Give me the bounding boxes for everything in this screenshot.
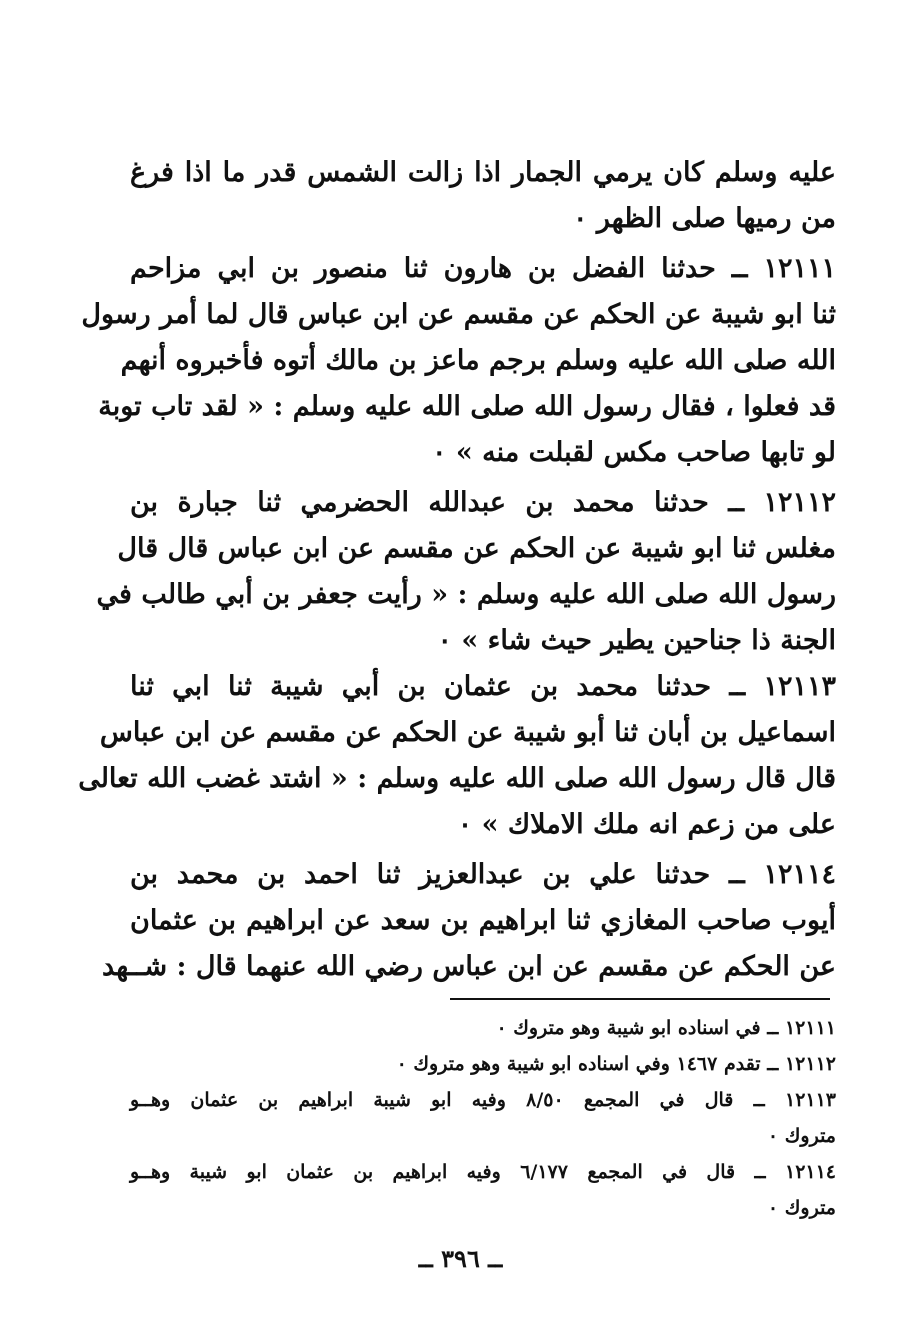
footnote-line: ١٢١١٤ ــ قال في المجمع ٦/١٧٧ وفيه ابراهيم بن عثمان ابو شيبة وهــو: [130, 1161, 837, 1183]
text-line: اسماعيل بن أبان ثنا أبو شيبة عن الحكم عن مقسم عن ابن عباس: [99, 717, 836, 748]
text-line: ١٢١١٤ ــ حدثنا علي بن عبدالعزيز ثنا احمد بن محمد بن: [130, 859, 836, 890]
text-line: الله صلى الله عليه وسلم برجم ماعز بن مالك أتوه فأخبروه أنهم: [120, 345, 836, 376]
main-text: [78, 150, 837, 990]
text-line: عن الحكم عن مقسم عن ابن عباس رضي الله عنهما قال : شــهد: [102, 951, 836, 982]
footnote-line: ١٢١١١ ــ في اسناده ابو شيبة وهو متروك ٠: [496, 1017, 836, 1039]
page-number: ــ ٣٩٦ ــ: [418, 1244, 503, 1273]
footnote-divider: [450, 998, 830, 1000]
text-line: لو تابها صاحب مكس لقبلت منه » ٠: [431, 437, 836, 468]
hadith-12111: [81, 246, 836, 476]
text-line: ١٢١١٣ ــ حدثنا محمد بن عثمان بن أبي شيبة ثنا ابي ثنا: [130, 671, 836, 702]
footnote-line: ١٢١١٢ ــ تقدم ١٤٦٧ وفي اسناده ابو شيبة وهو متروك ٠: [396, 1053, 836, 1075]
hadith-12112: [96, 480, 836, 664]
text-line: رسول الله صلى الله عليه وسلم : « رأيت جعفر بن أبي طالب في: [96, 579, 836, 610]
text-line: ١٢١١٢ ــ حدثنا محمد بن عبدالله الحضرمي ثنا جبارة بن: [130, 487, 836, 518]
footnote-line: ١٢١١٣ ــ قال في المجمع ٨/٥٠ وفيه ابو شيبة ابراهيم بن عثمان وهــو: [130, 1089, 837, 1111]
hadith-12113: [78, 664, 836, 848]
text-line: قال قال رسول الله صلى الله عليه وسلم : « اشتد غضب الله تعالى: [78, 763, 836, 794]
text-line: ثنا ابو شيبة عن الحكم عن مقسم عن ابن عباس قال لما أمر رسول: [81, 299, 836, 330]
text-line: أيوب صاحب المغازي ثنا ابراهيم بن سعد عن ابراهيم بن عثمان: [130, 905, 837, 936]
text-line: على من زعم انه ملك الاملاك » ٠: [457, 809, 836, 840]
text-line: من رميها صلى الظهر ٠: [572, 203, 836, 234]
text-line: مغلس ثنا ابو شيبة عن الحكم عن مقسم عن ابن عباس قال قال: [117, 533, 836, 564]
footnote-line: متروك ٠: [767, 1197, 836, 1219]
hadith-12114: [102, 852, 837, 990]
text-line: الجنة ذا جناحين يطير حيث شاء » ٠: [437, 625, 836, 656]
footnotes: [130, 1010, 836, 1226]
paragraph: [130, 150, 836, 242]
text-line: ١٢١١١ ــ حدثنا الفضل بن هارون ثنا منصور بن ابي مزاحم: [130, 253, 836, 284]
text-line: عليه وسلم كان يرمي الجمار اذا زالت الشمس قدر ما اذا فرغ: [130, 157, 836, 188]
footnote-line: متروك ٠: [767, 1125, 836, 1147]
text-line: قد فعلوا ، فقال رسول الله صلى الله عليه وسلم : « لقد تاب توبة: [98, 391, 836, 422]
